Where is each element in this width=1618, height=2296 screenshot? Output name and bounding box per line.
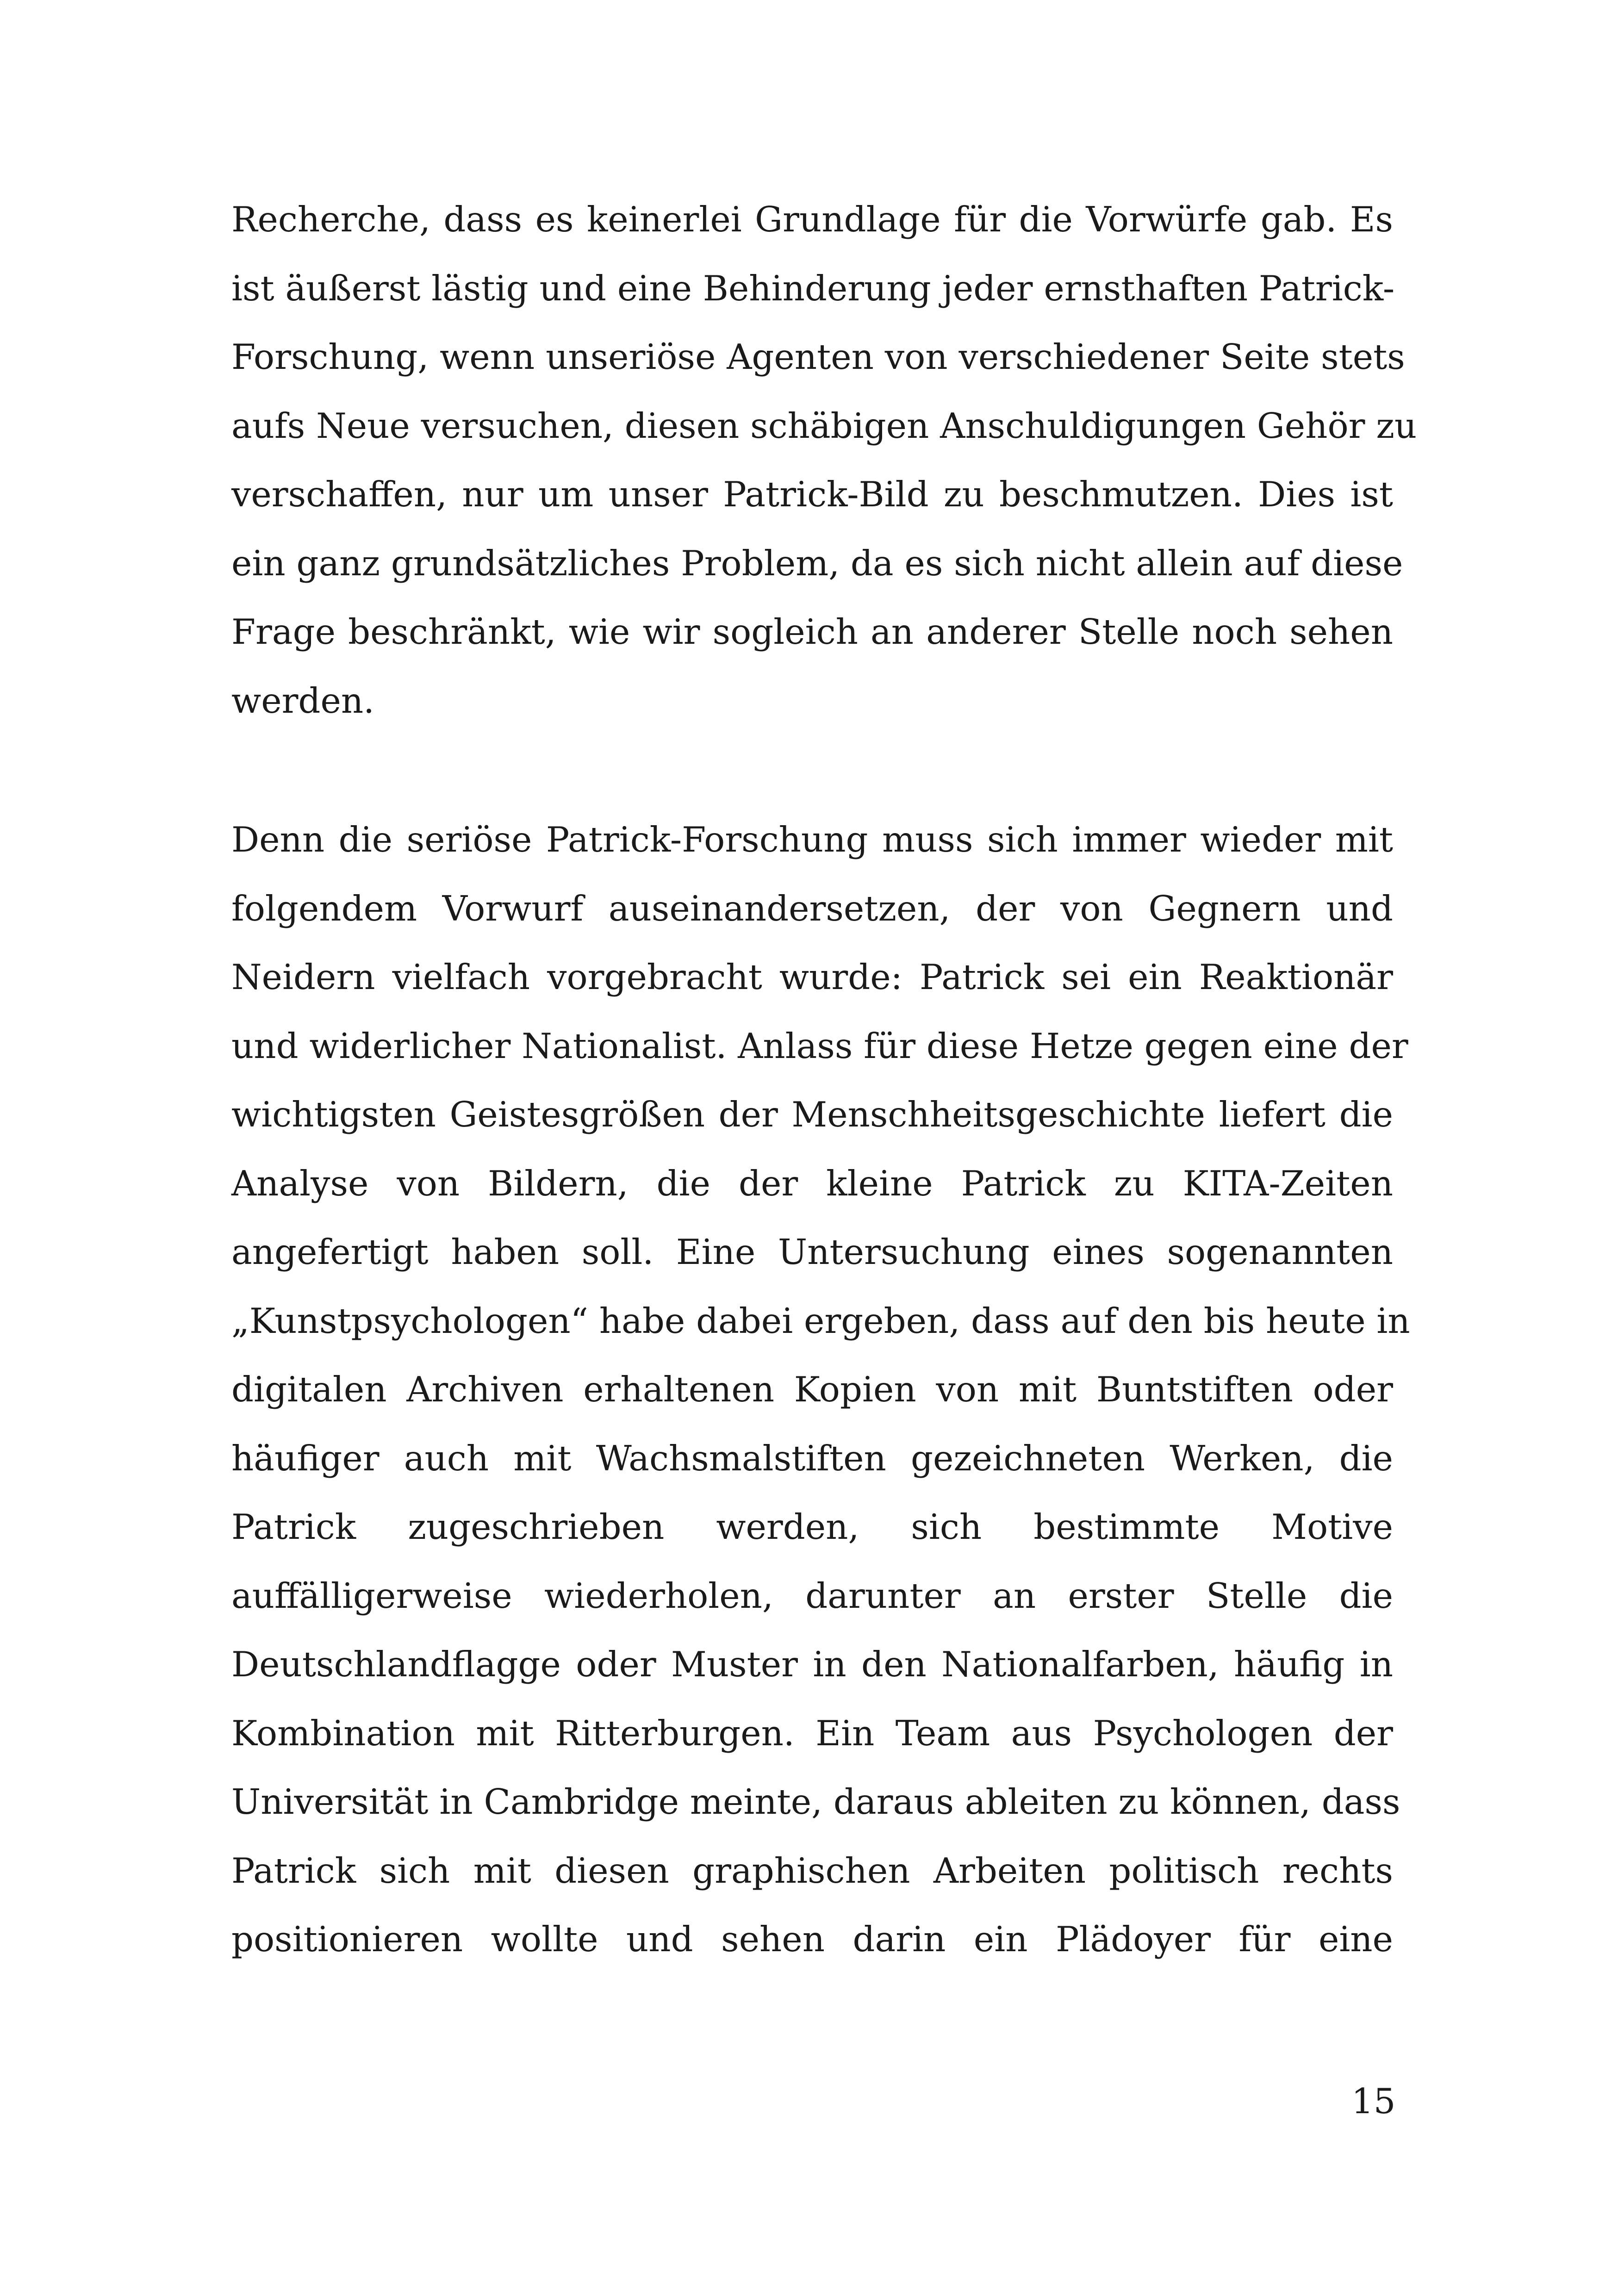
paragraph-line: folgendem Vorwurf auseinandersetzen, der von Gegnern und — [231, 888, 1393, 929]
paragraph-line: häufiger auch mit Wachsmalstiften gezeichneten Werken, die — [231, 1437, 1393, 1479]
page-number: 15 — [1351, 2081, 1396, 2122]
paragraph-2 — [231, 805, 1410, 1974]
paragraph-line: Analyse von Bildern, die der kleine Patrick zu KITA-Zeiten — [231, 1163, 1393, 1204]
paragraph-line: Frage beschränkt, wie wir sogleich an anderer Stelle noch sehen — [231, 611, 1393, 652]
paragraph-line: und widerlicher Nationalist. Anlass für diese Hetze gegen eine der — [231, 1025, 1408, 1066]
paragraph-line: Denn die seriöse Patrick-Forschung muss sich immer wieder mit — [231, 819, 1393, 860]
paragraph-line: Recherche, dass es keinerlei Grundlage für die Vorwürfe gab. Es — [231, 199, 1393, 240]
paragraph-line: angefertigt haben soll. Eine Untersuchung eines sogenannten — [231, 1232, 1393, 1272]
paragraph-line: Patrick sich mit diesen graphischen Arbeiten politisch rechts — [231, 1850, 1393, 1891]
paragraph-line: auffälligerweise wiederholen, darunter an erster Stelle die — [231, 1575, 1393, 1616]
paragraph-line: verschaffen, nur um unser Patrick-Bild zu beschmutzen. Dies ist — [231, 474, 1393, 515]
paragraph-line: Universität in Cambridge meinte, daraus ableiten zu können, dass — [231, 1781, 1400, 1822]
paragraph-line: ist äußerst lästig und eine Behinderung jeder ernsthaften Patrick- — [231, 268, 1395, 309]
paragraph-line: digitalen Archiven erhaltenen Kopien von mit Buntstiften oder — [231, 1369, 1393, 1410]
paragraph-line: Kombination mit Ritterburgen. Ein Team aus Psychologen der — [231, 1712, 1393, 1754]
paragraph-1 — [231, 185, 1417, 735]
paragraph-line: Forschung, wenn unseriöse Agenten von verschiedener Seite stets — [231, 336, 1405, 377]
paragraph-line: aufs Neue versuchen, diesen schäbigen Anschuldigungen Gehör zu — [231, 405, 1417, 446]
paragraph-line: ein ganz grundsätzliches Problem, da es sich nicht allein auf diese — [231, 542, 1403, 584]
paragraph-line: wichtigsten Geistesgrößen der Menschheitsgeschichte liefert die — [231, 1094, 1393, 1135]
paragraph-line: Neidern vielfach vorgebracht wurde: Patrick sei ein Reaktionär — [231, 957, 1393, 997]
paragraph-line: „Kunstpsychologen“ habe dabei ergeben, dass auf den bis heute in — [231, 1300, 1410, 1341]
paragraph-line: werden. — [231, 680, 374, 721]
paragraph-line: Patrick zugeschrieben werden, sich bestimmte Motive — [231, 1506, 1393, 1547]
paragraph-line: positionieren wollte und sehen darin ein Plädoyer für eine — [231, 1919, 1393, 1960]
paragraph-line: Deutschlandflagge oder Muster in den Nationalfarben, häufig in — [231, 1644, 1393, 1685]
